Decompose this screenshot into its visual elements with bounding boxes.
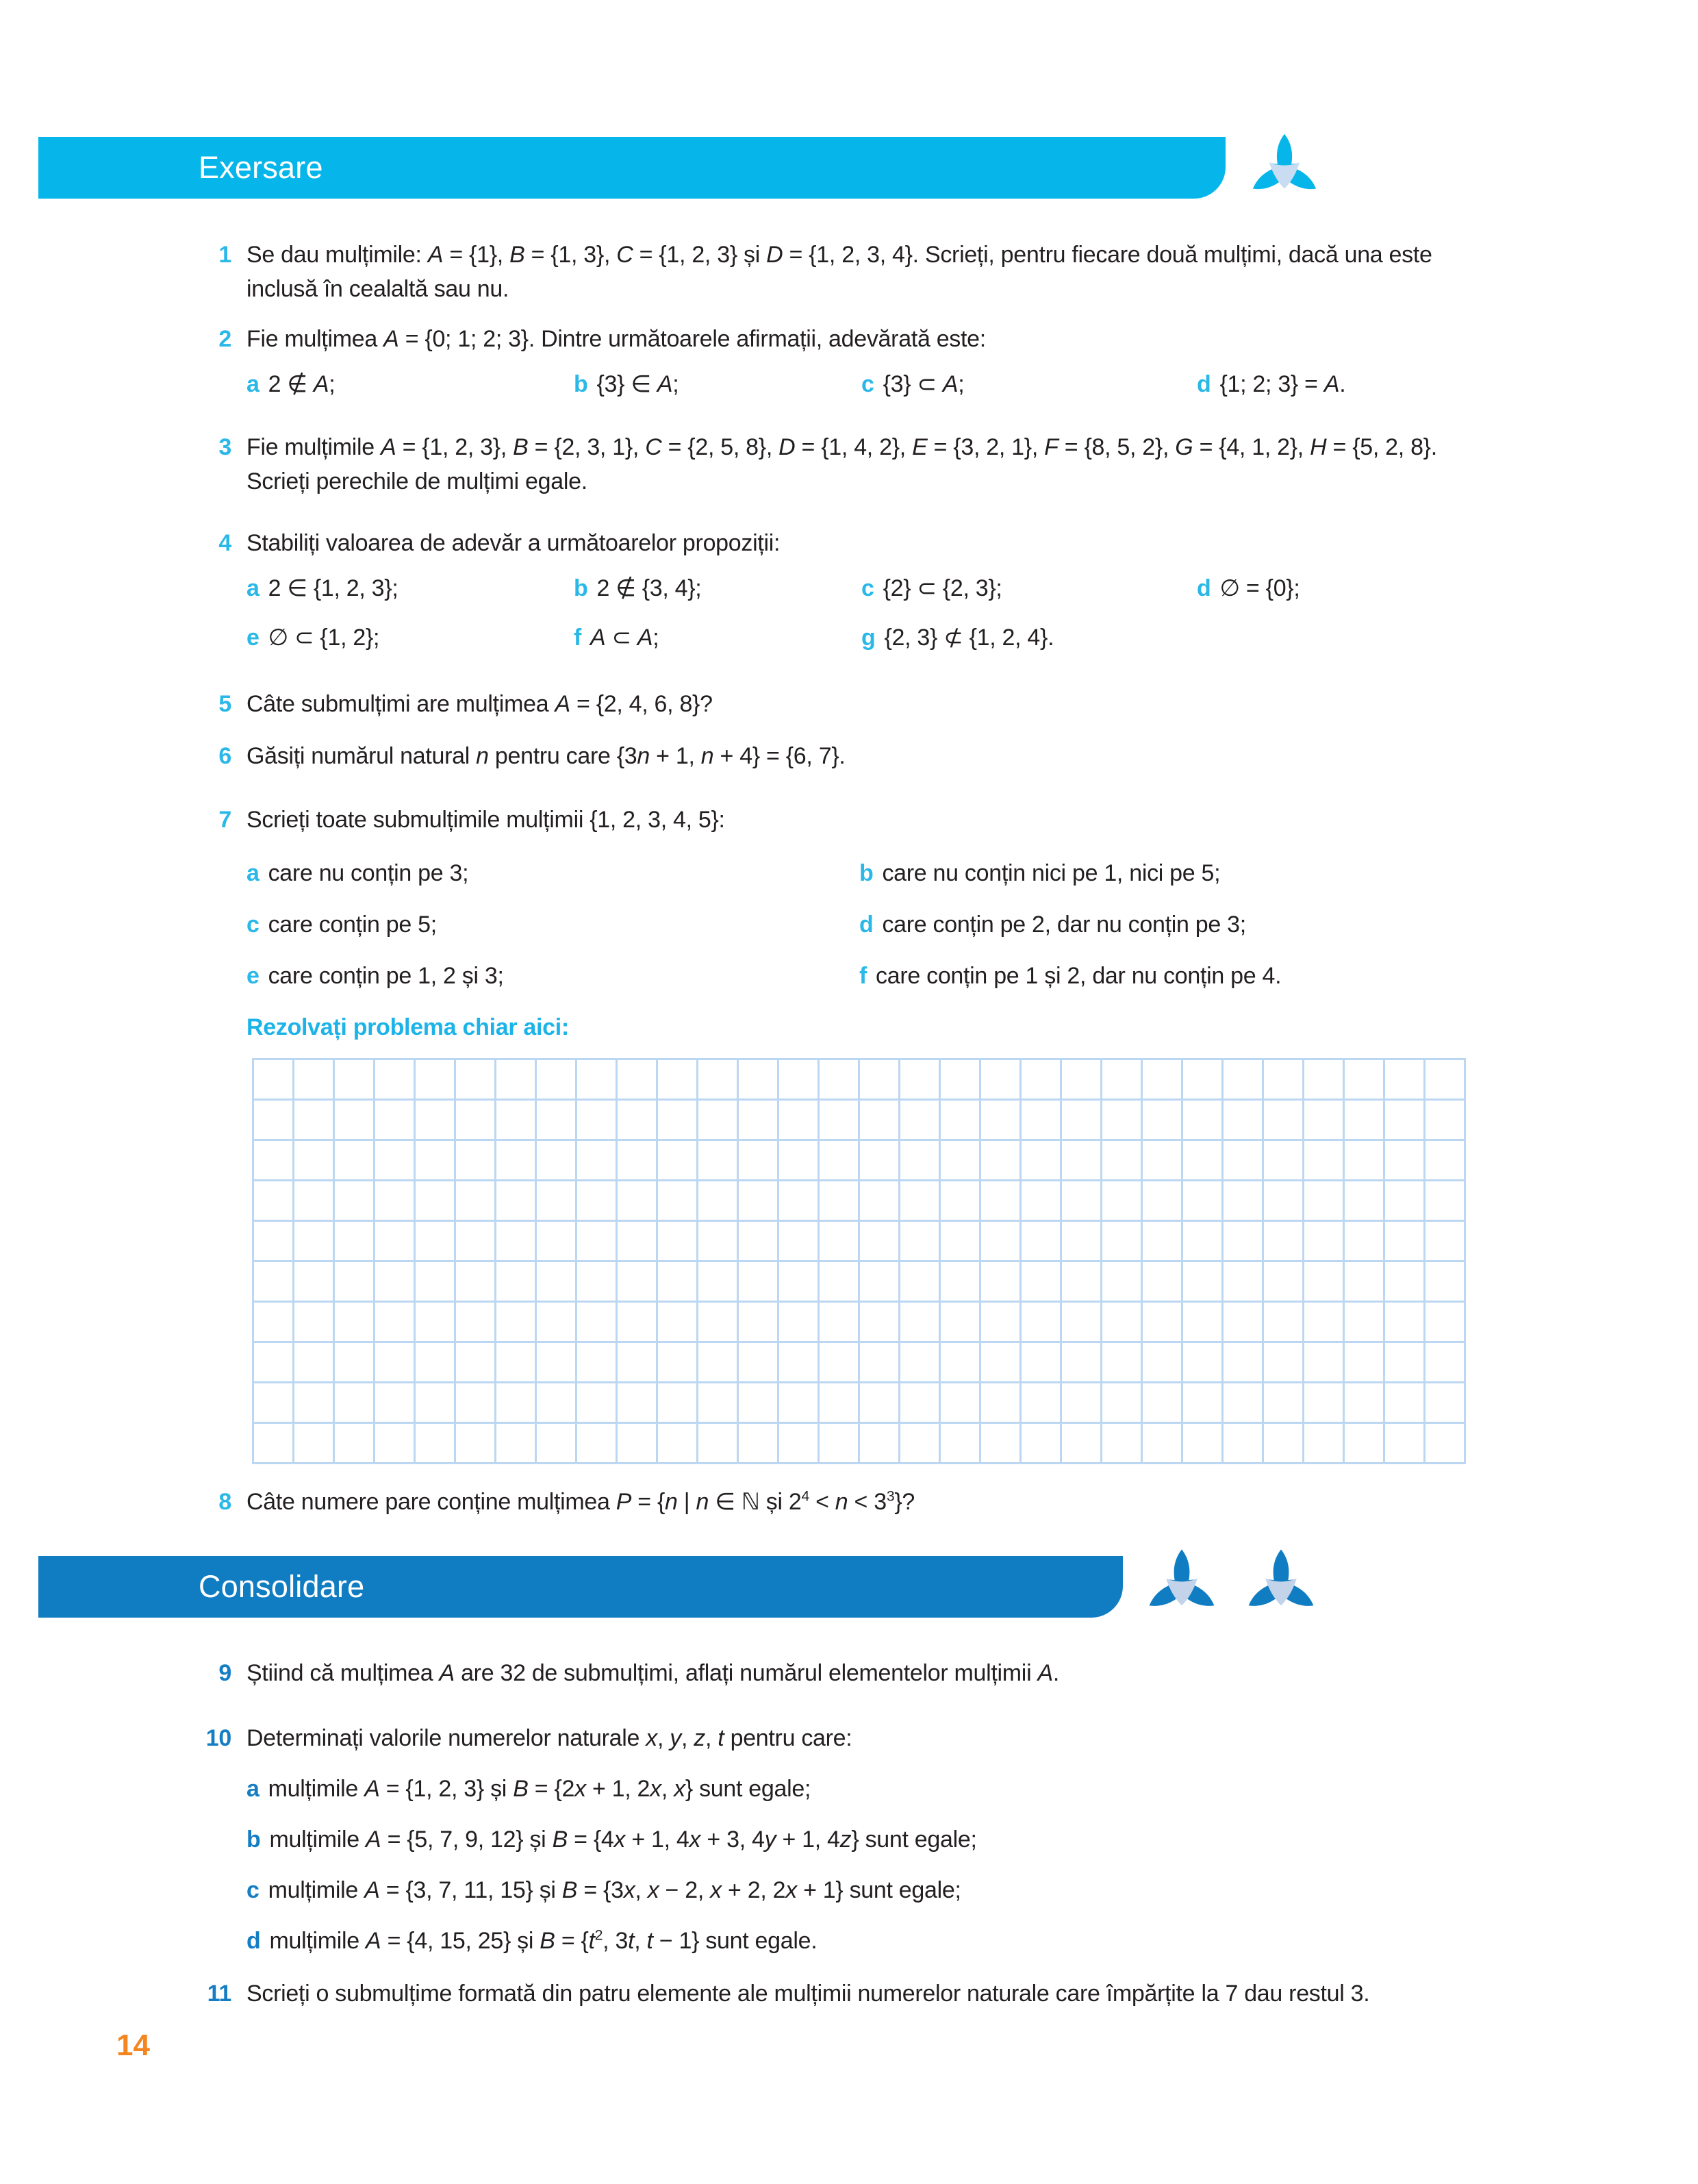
exercise-text: Știind că mulțimea A are 32 de submulțimi, aflați numărul elementelor mulțimii A. [246, 1660, 1060, 1686]
exercise-number: 4 [218, 530, 231, 556]
option-list [246, 367, 1464, 401]
option-label: a [246, 371, 259, 397]
option-item [574, 620, 861, 655]
trefoil-icon [1229, 1533, 1333, 1637]
option-label: a [246, 860, 259, 886]
option-text: {3} ⊂ A; [883, 371, 965, 397]
option-item [861, 571, 1197, 605]
option-label: e [246, 963, 259, 989]
option-text: {3} ∈ A; [596, 371, 679, 397]
option-list [246, 1772, 1464, 1958]
option-text: A ⊂ A; [590, 625, 659, 651]
option-item [861, 620, 1197, 655]
option-text: 2 ∈ {1, 2, 3}; [268, 575, 398, 601]
option-label: f [859, 963, 867, 989]
option-label: b [574, 371, 588, 397]
option-text: ∅ ⊂ {1, 2}; [268, 625, 380, 651]
exercise-number: 11 [207, 1981, 231, 2007]
exercise-number: 5 [218, 691, 231, 717]
option-item [246, 959, 859, 993]
option-item [859, 856, 1464, 890]
trefoil-icon [1130, 1533, 1234, 1637]
option-label: d [246, 1928, 261, 1954]
option-text: ∅ = {0}; [1219, 575, 1300, 601]
option-label: g [861, 625, 876, 651]
section-header-exersare [38, 137, 1226, 199]
option-item [859, 907, 1464, 942]
exercise-text: Câte numere pare conține mulțimea P = {n | n ∈ ℕ și $2^4 < n < 3^3$}? [246, 1488, 915, 1515]
option-item [246, 1873, 1464, 1907]
exercise-item [189, 238, 1464, 306]
section-title-consolidare: Consolidare [199, 1569, 365, 1604]
option-item [1197, 367, 1464, 401]
option-list [246, 571, 1464, 655]
exercise-item [189, 430, 1464, 499]
option-item [246, 1924, 1464, 1958]
exercise-text: Scrieți toate submulțimile mulțimii {1, 2, 3, 4, 5}: [246, 807, 725, 833]
exercise-text: Determinați valorile numerelor naturale x, y, z, t pentru care: [246, 1725, 852, 1751]
option-list [246, 856, 1464, 993]
option-text: mulțimile A = {1, 2, 3} și B = {2x + 1, 2x, x} sunt egale; [268, 1776, 811, 1802]
option-label: f [574, 625, 582, 651]
option-item [574, 571, 861, 605]
exercise-number: 3 [218, 434, 231, 460]
exercise-item [189, 1656, 1464, 1690]
option-item [861, 367, 1197, 401]
exercise-item [189, 1485, 1464, 1519]
option-label: b [859, 860, 874, 886]
option-item [246, 1772, 1464, 1806]
exercise-number: 1 [218, 242, 231, 268]
exercise-item [189, 1721, 1464, 1958]
option-label: e [246, 625, 259, 651]
exercise-number: 8 [218, 1489, 231, 1515]
option-text: care conțin pe 1, 2 și 3; [268, 963, 504, 989]
exercise-text: Stabiliți valoarea de adevăr a următoarelor propoziții: [246, 530, 781, 556]
exercise-text: Fie mulțimea A = {0; 1; 2; 3}. Dintre următoarele afirmații, adevărată este: [246, 326, 986, 352]
exercise-text: Găsiți numărul natural n pentru care {3n + 1, n + 4} = {6, 7}. [246, 743, 846, 769]
exercise-number: 2 [218, 326, 231, 352]
option-label: a [246, 575, 259, 601]
exercise-text: Câte submulțimi are mulțimea A = {2, 4, 6, 8}? [246, 691, 713, 717]
option-label: c [861, 575, 874, 601]
option-label: b [574, 575, 588, 601]
exercise-number: 7 [218, 807, 231, 833]
option-text: care conțin pe 2, dar nu conțin pe 3; [882, 912, 1246, 938]
exercise-item [189, 687, 1464, 721]
exercise-item [189, 739, 1464, 773]
exercise-item [189, 526, 1464, 655]
exercise-text: Se dau mulțimile: A = {1}, B = {1, 3}, C = {1, 2, 3} și D = {1, 2, 3, 4}. Scrieți, pentru fiecare două mulțimi, dacă una este inclusă în cealaltă sau nu. [246, 242, 1432, 302]
option-text: care conțin pe 5; [268, 912, 437, 938]
solution-grid [252, 1058, 1466, 1464]
option-text: care conțin pe 1 și 2, dar nu conțin pe 4. [876, 963, 1282, 989]
exercise-text: Scrieți o submulțime formată din patru elemente ale mulțimii numerelor naturale care împărțite la 7 dau restul 3. [246, 1981, 1370, 2007]
option-text: mulțimile A = {4, 15, 25} și $B = \{t^2$, 3t, t − 1} sunt egale. [269, 1927, 818, 1954]
exercise-number: 6 [218, 743, 231, 769]
exercise-item [189, 803, 1464, 1464]
option-label: d [1197, 575, 1211, 601]
exercise-item [189, 1976, 1464, 2011]
exercise-number: 9 [218, 1660, 231, 1686]
option-item [246, 1822, 1464, 1857]
option-item [246, 367, 574, 401]
option-label: c [861, 371, 874, 397]
option-text: care nu conțin pe 3; [268, 860, 469, 886]
option-label: c [246, 1877, 259, 1903]
option-label: c [246, 912, 259, 938]
exercise-text: Fie mulțimile A = {1, 2, 3}, B = {2, 3, 1}, C = {2, 5, 8}, D = {1, 4, 2}, E = {3, 2, 1}, F = {8, 5, 2}, G = {4, 1, 2}, H = {5, 2, 8}. Scrieți perechile de mulțimi egale. [246, 434, 1437, 494]
option-item [246, 620, 574, 655]
option-text: 2 ∉ {3, 4}; [596, 575, 702, 601]
option-item [574, 367, 861, 401]
option-item [246, 907, 859, 942]
option-text: mulțimile A = {5, 7, 9, 12} și B = {4x + 1, 4x + 3, 4y + 1, 4z} sunt egale; [269, 1827, 977, 1853]
option-label: d [859, 912, 874, 938]
option-text: mulțimile A = {3, 7, 11, 15} și B = {3x, x − 2, x + 2, 2x + 1} sunt egale; [268, 1877, 961, 1903]
option-text: care nu conțin nici pe 1, nici pe 5; [882, 860, 1221, 886]
option-text: 2 ∉ A; [268, 371, 335, 397]
option-label: a [246, 1776, 259, 1802]
section-header-consolidare [38, 1556, 1123, 1618]
option-label: d [1197, 371, 1211, 397]
option-item [246, 571, 574, 605]
page-number: 14 [116, 2029, 150, 2062]
section-title-exersare: Exersare [199, 150, 323, 185]
option-text: {2, 3} ⊄ {1, 2, 4}. [884, 625, 1054, 651]
option-item [246, 856, 859, 890]
option-text: {1; 2; 3} = A. [1219, 371, 1346, 397]
option-item [859, 959, 1464, 993]
option-item [1197, 571, 1464, 605]
trefoil-icon [1234, 118, 1335, 219]
option-text: {2} ⊂ {2, 3}; [883, 575, 1002, 601]
exercise-item [189, 322, 1464, 401]
exercise-number: 10 [205, 1725, 231, 1751]
option-label: b [246, 1827, 261, 1853]
solution-note: Rezolvați problema chiar aici: [246, 1014, 569, 1040]
